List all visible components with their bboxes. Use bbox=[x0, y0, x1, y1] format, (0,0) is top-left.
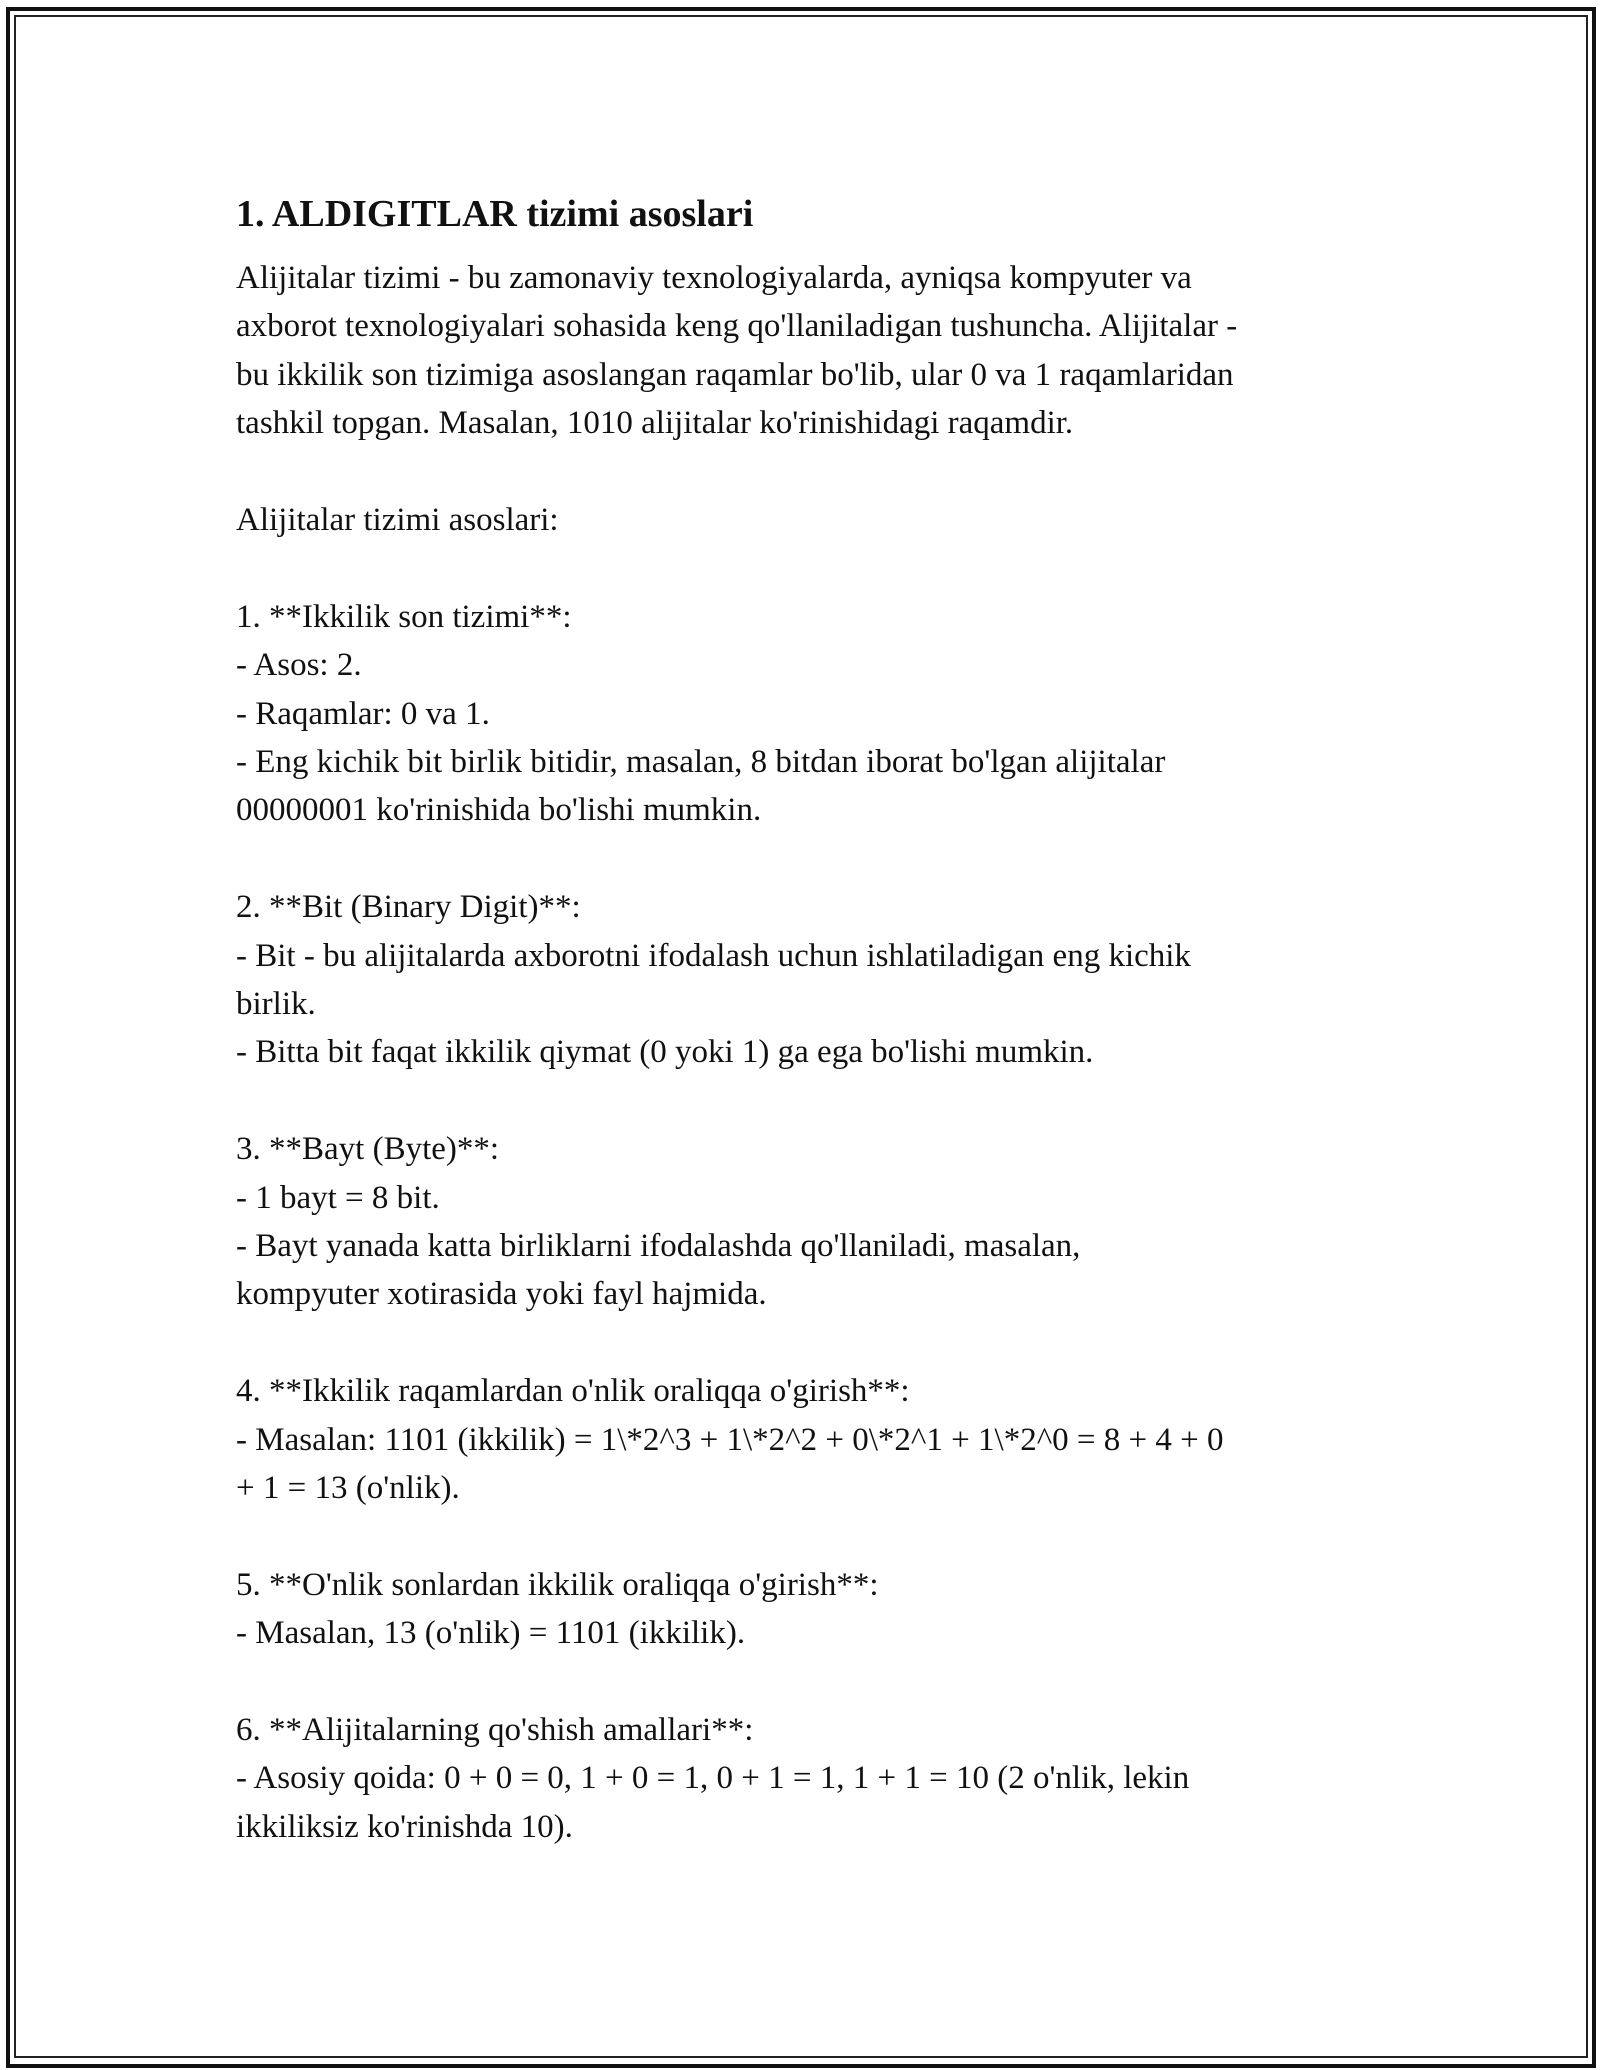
section-line: - Masalan, 13 (o'nlik) = 1101 (ikkilik). bbox=[236, 1615, 746, 1652]
section bbox=[236, 1125, 1366, 1319]
section-line: - Masalan: 1101 (ikkilik) = 1\*2^3 + 1\*2^2 + 0\*2^1 + 1\*2^0 = 8 + 4 + 0 + 1 = 13 (o'nlik). bbox=[236, 1421, 1224, 1507]
section-line: - Asos: 2. bbox=[236, 647, 362, 684]
section-line: - Bit - bu alijitalarda axborotni ifodalash uchun ishlatiladigan eng kichik birlik. bbox=[236, 937, 1191, 1023]
spacer bbox=[236, 1658, 1366, 1706]
section-line: - Eng kichik bit birlik bitidir, masalan, 8 bitdan iborat bo'lgan alijitalar 00000001 ko'rinishida bo'lishi mumkin. bbox=[236, 744, 1166, 829]
section bbox=[236, 593, 1366, 835]
basics-heading: Alijitalar tizimi asoslari: bbox=[236, 502, 559, 539]
spacer bbox=[236, 1512, 1366, 1560]
spacer bbox=[236, 1077, 1366, 1125]
section-heading: 1. **Ikkilik son tizimi**: bbox=[236, 598, 572, 635]
section bbox=[236, 1561, 1366, 1658]
section-heading: 6. **Alijitalarning qo'shish amallari**: bbox=[236, 1712, 754, 1749]
section-heading: 5. **O'nlik sonlardan ikkilik oraliqqa o'girish**: bbox=[236, 1566, 879, 1603]
section-line: - Bayt yanada katta birliklarni ifodalashda qo'llaniladi, masalan, kompyuter xotirasida yoki fayl hajmida. bbox=[236, 1228, 1081, 1313]
spacer bbox=[236, 448, 1366, 496]
section bbox=[236, 1706, 1366, 1851]
section-heading: 2. **Bit (Binary Digit)**: bbox=[236, 889, 581, 926]
intro-paragraph: Alijitalar tizimi - bu zamonaviy texnologiyalarda, ayniqsa kompyuter va axborot texnologiyalari sohasida keng qo'llaniladigan tushuncha. Alijitalar - bu ikkilik son tizimiga asoslangan raqamlar bo'lib, ular 0 va 1 raqamlaridan tashkil topgan. Masalan, 1010 alijitalar ko'rinishidagi raqamdir. bbox=[236, 260, 1238, 442]
spacer bbox=[236, 1319, 1366, 1367]
document-body bbox=[236, 186, 1366, 1851]
section-line: - Bitta bit faqat ikkilik qiymat (0 yoki 1) ga ega bo'lishi mumkin. bbox=[236, 1034, 1094, 1071]
section bbox=[236, 1367, 1366, 1512]
section bbox=[236, 883, 1366, 1077]
section-line: - 1 bayt = 8 bit. bbox=[236, 1179, 440, 1216]
section-line: - Asosiy qoida: 0 + 0 = 0, 1 + 0 = 1, 0 + 1 = 1, 1 + 1 = 10 (2 o'nlik, lekin ikkiliksiz ko'rinishda 10). bbox=[236, 1760, 1190, 1845]
section-line: - Raqamlar: 0 va 1. bbox=[236, 695, 490, 732]
section-heading: 4. **Ikkilik raqamlardan o'nlik oraliqqa o'girish**: bbox=[236, 1373, 910, 1410]
section-heading: 3. **Bayt (Byte)**: bbox=[236, 1131, 500, 1168]
spacer bbox=[236, 544, 1366, 592]
document-title: 1. ALDIGITLAR tizimi asoslari bbox=[236, 193, 754, 235]
spacer bbox=[236, 835, 1366, 883]
